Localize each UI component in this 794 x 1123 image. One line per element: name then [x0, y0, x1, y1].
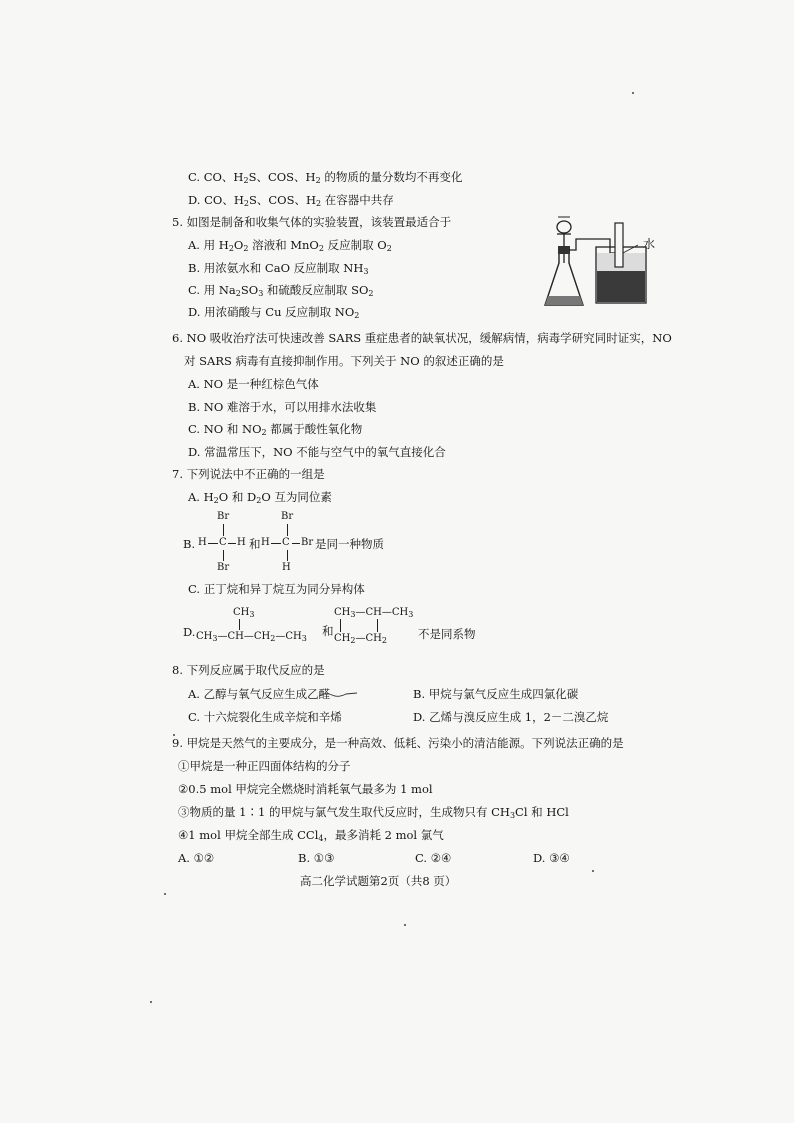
q9-statement-4: ④1 mol 甲烷全部生成 CCl$_4$，最多消耗 2 mol 氯气 [178, 828, 444, 843]
q7-option-c: C. 正丁烷和异丁烷互为同分异构体 [188, 582, 365, 596]
scan-speck [404, 924, 406, 926]
q9-statement-1: ①甲烷是一种正四面体结构的分子 [178, 759, 351, 773]
q5-option-c: C. 用 $Na_2SO_3$ 和硫酸反应制取 $SO_2$ [188, 283, 374, 298]
q4-option-d: D. CO、$H_2S$、COS、$H_2$ 在容器中共存 [188, 193, 394, 208]
scan-speck [592, 870, 594, 872]
q6-option-b: B. NO 难溶于水，可以用排水法收集 [188, 400, 377, 414]
q9-option-c: C. ②④ [415, 851, 452, 865]
q5-stem: 5. 如图是制备和收集气体的实验装置，该装置最适合于 [172, 215, 452, 229]
q6-option-a: A. NO 是一种红棕色气体 [188, 377, 319, 391]
q6-option-c: C. NO 和 $NO_2$ 都属于酸性氧化物 [188, 422, 363, 437]
q7-d-tail: 不是同系物 [418, 627, 476, 641]
q7-b-and: 和 [249, 537, 261, 551]
q7-d-structure-2: $CH_3—CH—CH_3$ $CH_2—CH_2$ [334, 607, 414, 645]
q5-option-a: A. 用 $H_2O_2$ 溶液和 MnO$_2$ 反应制取 $O_2$ [188, 238, 392, 253]
q6-option-d: D. 常温常压下，NO 不能与空气中的氧气直接化合 [188, 445, 446, 459]
scan-speck [150, 1001, 152, 1003]
q9-option-a: A. ①② [178, 851, 215, 865]
q9-option-b: B. ①③ [298, 851, 335, 865]
q9-statement-3: ③物质的量 1∶1 的甲烷与氯气发生取代反应时，生成物只有 $CH_3Cl$ 和 HCl [178, 805, 569, 820]
q8-option-b: B. 甲烷与氯气反应生成四氯化碳 [413, 687, 579, 701]
q8-option-d: D. 乙烯与溴反应生成 1，2－二溴乙烷 [413, 710, 609, 724]
q8-option-a: A. 乙醇与氧气反应生成乙醛 [188, 687, 331, 701]
q6-stem-line2: 对 SARS 病毒有直接抑制作用。下列关于 NO 的叙述正确的是 [184, 354, 504, 368]
scan-speck [173, 734, 175, 736]
pencil-mark [318, 690, 358, 700]
q7-b-tail: 是同一种物质 [315, 537, 384, 551]
q9-option-d: D. ③④ [533, 851, 570, 865]
figure-label-water: 水 [643, 237, 656, 251]
q5-option-b: B. 用浓氨水和 CaO 反应制取 $NH_3$ [188, 261, 369, 276]
q5-option-d: D. 用浓硝酸与 Cu 反应制取 $NO_2$ [188, 305, 360, 320]
q7-d-and: 和 [322, 624, 334, 638]
q7-option-d-label: D. [183, 625, 196, 639]
q7-b-structure-1: Br H C H Br [198, 511, 246, 573]
q8-option-c: C. 十六烷裂化生成辛烷和辛烯 [188, 710, 342, 724]
q7-b-structure-2: Br H C Br H [261, 511, 314, 573]
q7-stem: 7. 下列说法中不正确的一组是 [172, 467, 325, 481]
page-footer: 高二化学试题第2页（共8 页） [300, 874, 457, 888]
q4-option-c: C. CO、$H_2S$、COS、$H_2$ 的物质的量分数均不再变化 [188, 170, 463, 185]
scan-speck [632, 92, 634, 94]
q6-stem-line1: 6. NO 吸收治疗法可快速改善 SARS 重症患者的缺氧状况，缓解病情，病毒学研究同时证实，NO [172, 331, 672, 345]
q9-statement-2: ②0.5 mol 甲烷完全燃烧时消耗氧气最多为 1 mol [178, 782, 433, 796]
q7-d-structure-1: $CH_3$ $CH_3—CH—CH_2—CH_3$ [196, 607, 307, 643]
q9-stem: 9. 甲烷是天然气的主要成分，是一种高效、低耗、污染小的清洁能源。下列说法正确的是 [172, 736, 624, 750]
scan-speck [164, 893, 166, 895]
q8-stem: 8. 下列反应属于取代反应的是 [172, 663, 325, 677]
q7-option-b-label: B. [183, 537, 196, 551]
gas-apparatus-figure [538, 213, 668, 313]
q7-option-a: A. $H_2O$ 和 $D_2O$ 互为同位素 [188, 490, 332, 505]
